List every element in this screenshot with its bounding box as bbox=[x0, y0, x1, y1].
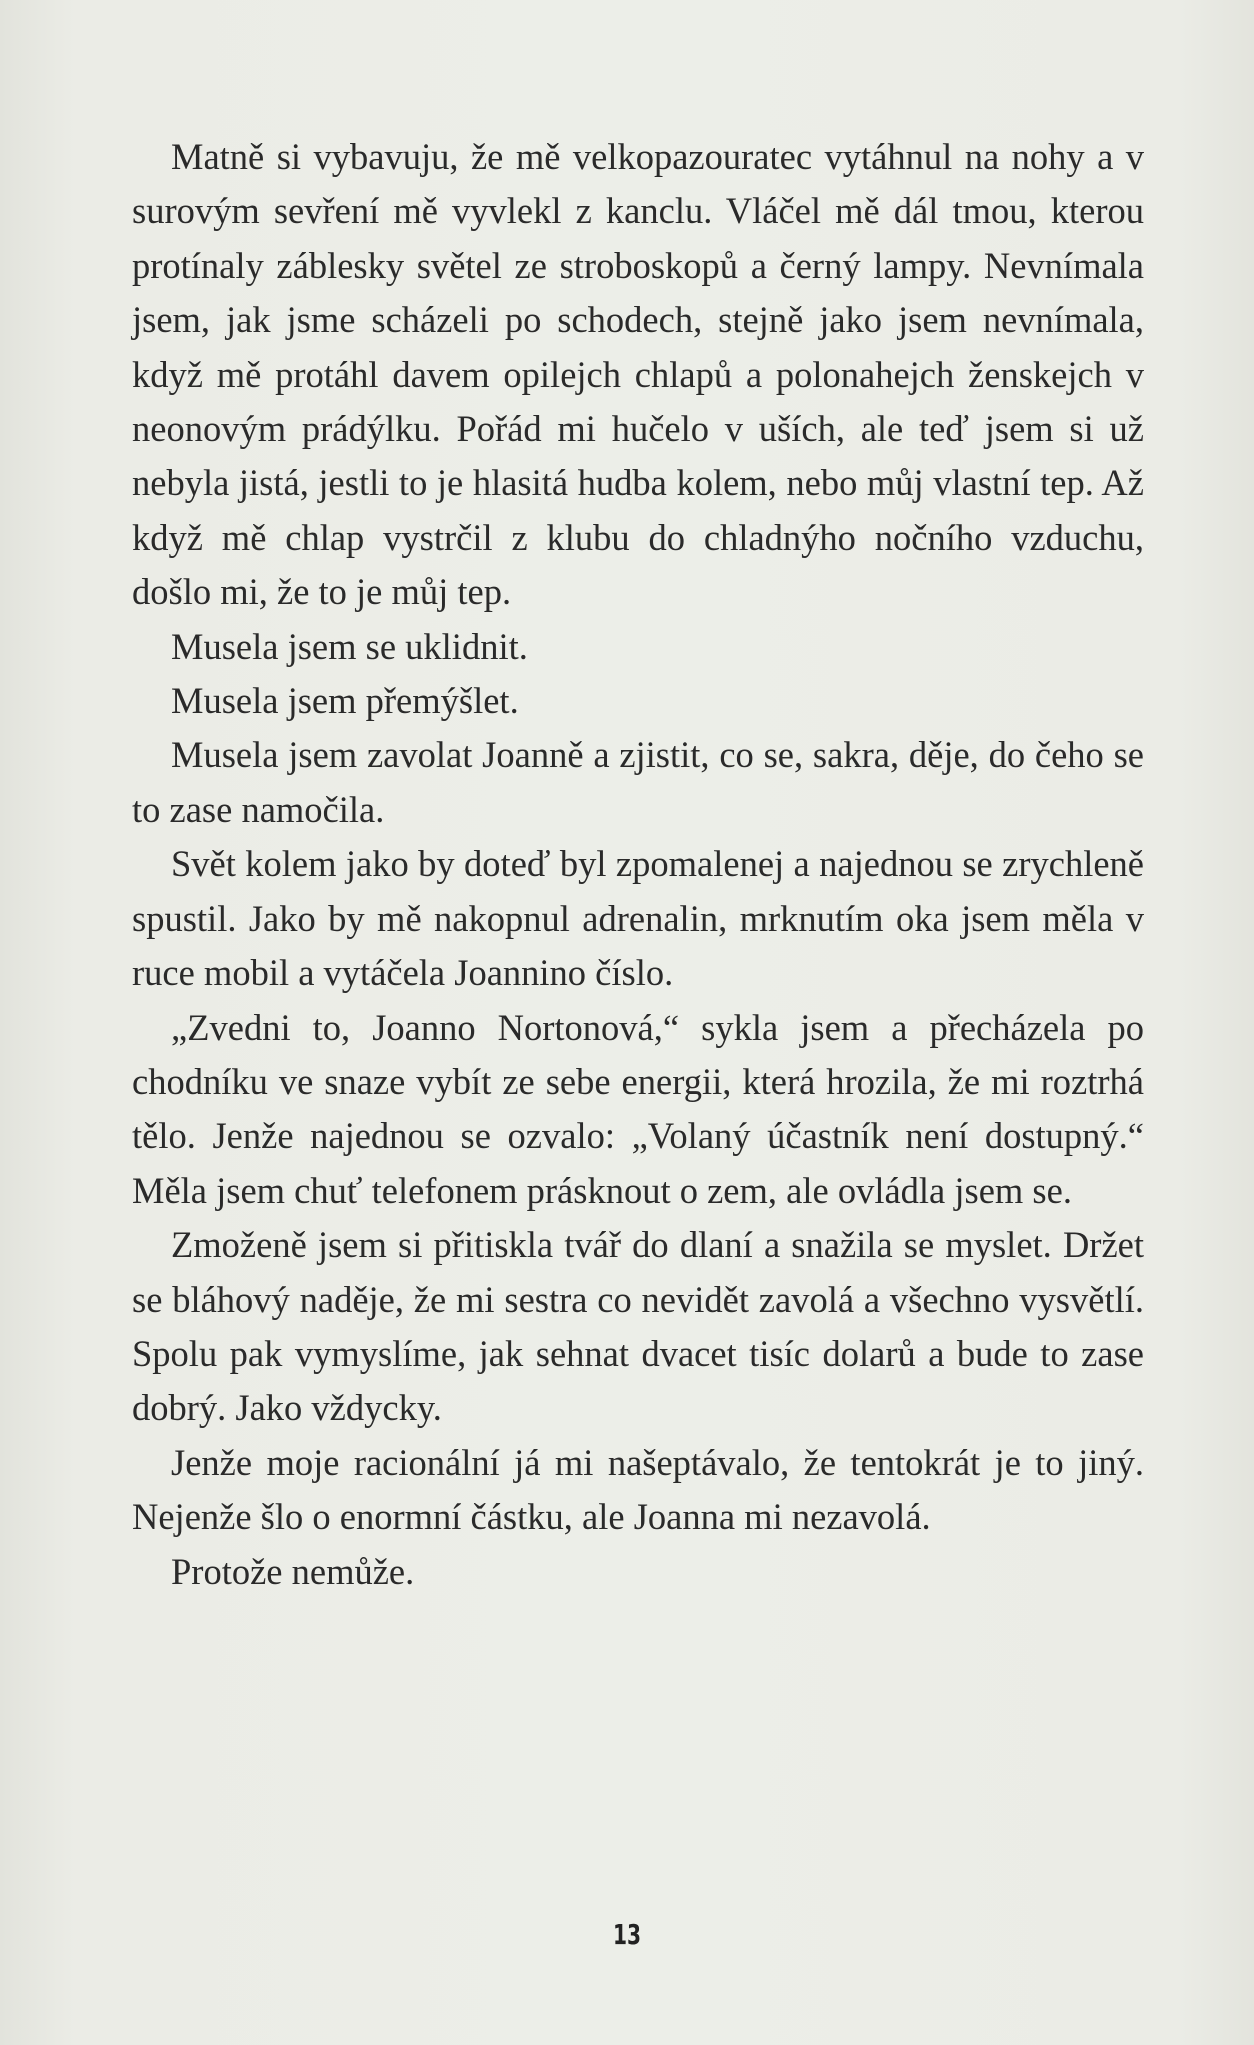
page-number: 13 bbox=[612, 1918, 642, 1951]
paragraph: Jenže moje racionální já mi našeptávalo, že tentokrát je to jiný. Nejenže šlo o enormní částku, ale Joanna mi nezavolá. bbox=[132, 1441, 1144, 1538]
paragraph: Musela jsem přemýšlet. bbox=[171, 680, 519, 722]
paragraph: „Zvedni to, Joanno Nortonová,“ sykla jsem a přecházela po chodníku ve snaze vybít ze sebe energii, která hrozila, že mi roztrhá tělo. Jenže najednou se ozvalo: „Volaný účastník není dostupný.“ Měla jsem chuť telefonem prásknout o zem, ale ovládla jsem se. bbox=[132, 1006, 1144, 1211]
paragraph: Protože nemůže. bbox=[171, 1550, 415, 1592]
paragraph: Zmoženě jsem si přitiskla tvář do dlaní a snažila se myslet. Držet se bláhový naděje, že mi sestra co nevidět zavolá a všechno vysvětlí. Spolu pak vymyslíme, jak sehnat dvacet tisíc dolarů a bude to zase dobrý. Jako vždycky. bbox=[132, 1224, 1144, 1429]
paragraph: Svět kolem jako by doteď byl zpomalenej a najednou se zrychleně spustil. Jako by mě nakopnul adrenalin, mrknutím oka jsem měla v ruce mobil a vytáčela Joannino číslo. bbox=[132, 843, 1144, 994]
paragraph: Musela jsem se uklidnit. bbox=[171, 625, 528, 667]
paragraph: Musela jsem zavolat Joanně a zjistit, co se, sakra, děje, do čeho se to zase namočila. bbox=[132, 734, 1144, 830]
body-text bbox=[132, 130, 1144, 1599]
paragraph: Matně si vybavuju, že mě velkopazouratec vytáhnul na nohy a v surovým sevření mě vyvlekl z kanclu. Vláčel mě dál tmou, kterou protínaly záblesky světel ze stroboskopů a černý lampy. Nevnímala jsem, jak jsme scházeli po schodech, stejně jako jsem nevnímala, když mě protáhl davem opilejch chlapů a polonahejch ženskejch v neonovým prádýlku. Pořád mi hučelo v uších, ale teď jsem si už nebyla jistá, jestli to je hlasitá hudba kolem, nebo můj vlastní tep. Až když mě chlap vystrčil z klubu do chladnýho nočního vzduchu, došlo mi, že to je můj tep. bbox=[132, 136, 1144, 613]
